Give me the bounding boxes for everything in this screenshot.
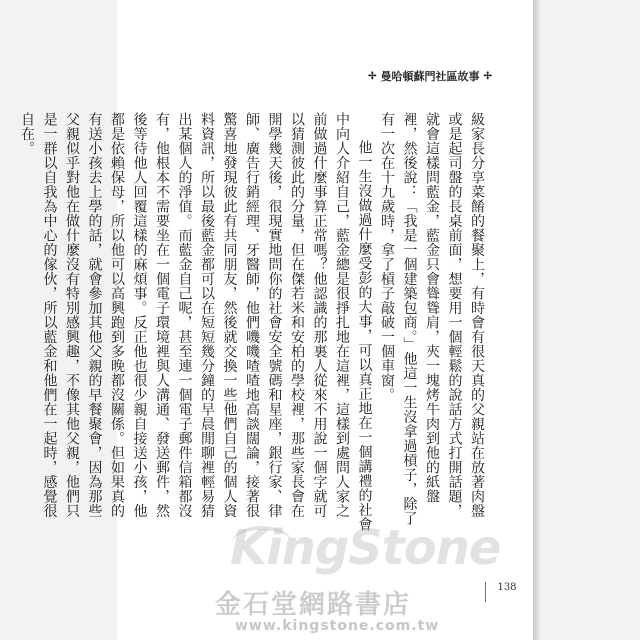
- page-number: 138: [497, 582, 517, 593]
- paragraph: 他一生沒做過什麼受彭的大事，可以真正地在一個講禮的社會中向人介紹自己，藍金總是很掙扎地在這裡，這樣到處問人家之前做過什麼事算正常嗎？他認識的那裏人從來不用說一個字就可以猜測彼此的分量，但在傑若米和安柏的學校裡，那些家長會在開學幾天後，很現實地問你的社會安全號碼和星座，銀行家、律師、廣告行銷經理、牙醫師，他們嘰嘰喳喳地高談闊論，接著很驚喜地發現彼此有共同朋友，然後就交換一些他們自己的個人資料資訊，所以最後藍金都可以在短短幾分鐘的早晨閒聊裡輕易猜出某個人的淨值。而藍金自己呢，甚至連一個電子郵件信箱都沒有，他根本不需要坐在一個電子環境裡與人溝通、發送郵件，然後等待他人回覆這樣的麻煩事。反正他也很少親自接送小孩，他都是依賴保母，所以他可以高興跑到多晚都沒關係。但如果真的有送小孩去上學的話，就會參加其他父親的早餐聚會，因為那些父親似乎對他在做什麼沒有特別感興趣，不像其他父親，他們只是一群以自我為中心的傢伙，所以藍金和他們在一起時，感覺很自在。: [19, 112, 373, 532]
- watermark-arc-icon: [232, 526, 292, 560]
- vertical-body-text: [19, 112, 488, 532]
- header-ornament-right-icon: ✢: [483, 70, 492, 82]
- watermark-url: www.kingstone.com.tw: [235, 618, 440, 634]
- header-title: 曼哈頓蘇門社區故事: [380, 70, 480, 83]
- watermark-logo: [230, 520, 530, 580]
- watermark-brand-cn: 金石堂網路書店: [215, 590, 412, 620]
- header-ornament-left-icon: ✢: [368, 70, 377, 82]
- paragraph: 級家長分享菜餚的餐聚上，有時會有很天真的父親站在放著肉盤或是起司盤的長桌前面，想要用一個輕鬆的說話方式打開話題，就會這樣問藍金，藍金只會聳聳肩，夾一塊烤牛肉到他的紙盤裡，然後說：「我是一個建築包商。」他這一生沒拿過槓子，除了有一次在十九歲時，拿了槓子敲破一個車窗。: [379, 112, 485, 526]
- page-edge-shadow: [533, 0, 541, 640]
- watermark-brand: KingStone: [230, 520, 501, 576]
- running-header: [365, 66, 495, 86]
